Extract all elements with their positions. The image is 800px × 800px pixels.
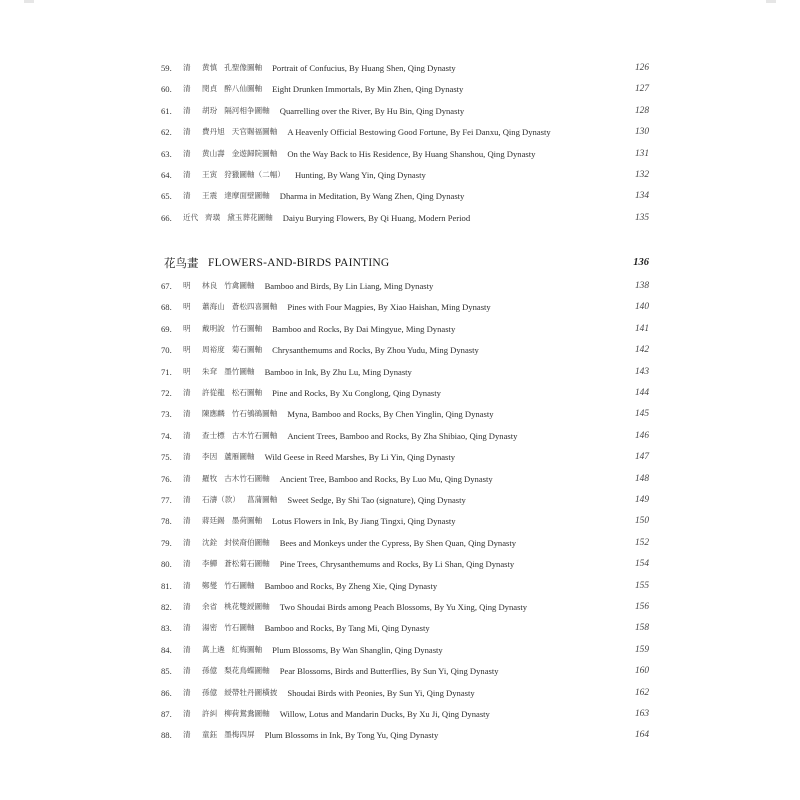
entry-dynasty: 清 bbox=[183, 191, 191, 201]
entry-english-title: Plum Blossoms, By Wan Shanglin, Qing Dynasty bbox=[272, 644, 443, 655]
toc-entry bbox=[0, 319, 800, 339]
entry-english-title: Quarrelling over the River, By Hu Bin, Qing Dynasty bbox=[279, 105, 465, 116]
entry-page-number: 141 bbox=[634, 323, 649, 334]
entry-chinese-title: 柳荷鴛鴦圖軸 bbox=[224, 709, 270, 718]
entry-number: 62. bbox=[161, 127, 172, 138]
entry-artist: 石濤（款） bbox=[202, 495, 240, 504]
entry-english-title: Bamboo and Rocks, By Zheng Xie, Qing Dynasty bbox=[264, 580, 438, 591]
entry-page-number: 159 bbox=[634, 644, 649, 655]
toc-entry bbox=[0, 362, 800, 382]
section-page-number: 136 bbox=[633, 257, 649, 268]
entry-dynasty: 清 bbox=[183, 430, 191, 440]
entry-chinese-title: 竹石圖軸 bbox=[224, 580, 255, 590]
entry-chinese-title: 孔聖像圖軸 bbox=[224, 63, 263, 72]
entry-chinese-title: 金遊歸院圖軸 bbox=[231, 148, 278, 158]
entry-artist: 蕭海山 bbox=[202, 302, 225, 312]
entry-page-number: 156 bbox=[634, 602, 649, 612]
entry-number: 76. bbox=[161, 473, 172, 484]
entry-chinese-title: 封侯裔伯圖軸 bbox=[224, 537, 270, 547]
entry-dynasty: 清 bbox=[183, 127, 191, 137]
entry-page-number: 145 bbox=[634, 409, 649, 420]
entry-number: 80. bbox=[161, 559, 172, 570]
entry-dynasty: 清 bbox=[183, 84, 191, 94]
toc-entry bbox=[0, 144, 800, 164]
entry-chinese-title: 梨花鳥蝶圖軸 bbox=[224, 666, 270, 676]
entry-number: 79. bbox=[161, 537, 172, 548]
entry-page-number: 143 bbox=[634, 366, 649, 377]
entry-artist: 孫億 bbox=[202, 687, 218, 697]
toc-entry bbox=[0, 404, 800, 424]
entry-page-number: 144 bbox=[634, 388, 649, 398]
entry-english-title: Lotus Flowers in Ink, By Jiang Tingxi, Qing Dynasty bbox=[272, 516, 456, 527]
entry-dynasty: 清 bbox=[183, 666, 191, 676]
entry-number: 70. bbox=[161, 345, 172, 356]
toc-entry bbox=[0, 683, 800, 703]
entry-page-number: 142 bbox=[634, 345, 649, 356]
entry-number: 77. bbox=[161, 495, 172, 505]
entry-english-title: Eight Drunken Immortals, By Min Zhen, Qing Dynasty bbox=[272, 84, 464, 95]
entry-dynasty: 清 bbox=[183, 537, 191, 547]
entry-artist: 費丹旭 bbox=[202, 127, 225, 137]
entry-dynasty: 清 bbox=[183, 495, 191, 504]
entry-chinese-title: 古木竹石圖軸 bbox=[231, 430, 278, 440]
entry-chinese-title: 松石圖軸 bbox=[231, 388, 263, 397]
entry-page-number: 134 bbox=[634, 191, 649, 202]
entry-dynasty: 清 bbox=[183, 644, 191, 654]
toc-entry bbox=[0, 122, 800, 142]
entry-page-number: 148 bbox=[634, 473, 649, 484]
entry-dynasty: 明 bbox=[183, 345, 191, 355]
entry-artist: 朱耷 bbox=[202, 366, 218, 376]
entry-dynasty: 清 bbox=[183, 409, 191, 419]
entry-number: 66. bbox=[161, 212, 172, 223]
toc-entry bbox=[0, 340, 800, 360]
entry-artist: 李鱓 bbox=[202, 559, 218, 569]
entry-artist: 周裕度 bbox=[202, 345, 225, 355]
toc-entry bbox=[0, 725, 800, 745]
entry-page-number: 130 bbox=[634, 127, 649, 138]
entry-artist: 林良 bbox=[202, 281, 218, 290]
entry-dynasty: 清 bbox=[183, 687, 191, 697]
toc-entry bbox=[0, 576, 800, 596]
toc-entry bbox=[0, 661, 800, 681]
toc-entry bbox=[0, 447, 800, 467]
entry-number: 81. bbox=[161, 580, 172, 591]
toc-entry bbox=[0, 383, 800, 403]
entry-page-number: 140 bbox=[634, 302, 649, 313]
entry-english-title: Ancient Trees, Bamboo and Rocks, By Zha Shibiao, Qing Dynasty bbox=[287, 430, 518, 441]
entry-dynasty: 清 bbox=[183, 623, 191, 633]
toc-entry bbox=[0, 618, 800, 638]
entry-chinese-title: 菖蒲圖軸 bbox=[246, 495, 278, 504]
toc-entry bbox=[0, 426, 800, 446]
entry-artist: 萬上遴 bbox=[202, 644, 225, 654]
entry-page-number: 154 bbox=[634, 559, 649, 570]
entry-number: 84. bbox=[161, 644, 172, 655]
entry-artist: 閔貞 bbox=[202, 84, 218, 94]
entry-dynasty: 清 bbox=[183, 516, 191, 526]
entry-dynasty: 清 bbox=[183, 452, 191, 462]
entry-artist: 沈銓 bbox=[202, 537, 218, 547]
entry-number: 74. bbox=[161, 430, 172, 441]
entry-number: 71. bbox=[161, 366, 172, 377]
entry-number: 85. bbox=[161, 666, 172, 677]
entry-number: 68. bbox=[161, 302, 172, 313]
entry-english-title: Bees and Monkeys under the Cypress, By Shen Quan, Qing Dynasty bbox=[279, 537, 517, 548]
entry-english-title: Bamboo and Birds, By Lin Liang, Ming Dynasty bbox=[264, 281, 434, 291]
entry-dynasty: 清 bbox=[183, 105, 191, 115]
entry-page-number: 164 bbox=[634, 730, 649, 741]
toc-entry bbox=[0, 208, 800, 228]
entry-artist: 查士標 bbox=[202, 430, 225, 440]
entry-artist: 戴明說 bbox=[202, 323, 225, 333]
entry-dynasty: 清 bbox=[183, 473, 191, 483]
entry-number: 73. bbox=[161, 409, 172, 420]
entry-number: 61. bbox=[161, 105, 172, 116]
entry-dynasty: 清 bbox=[183, 559, 191, 569]
entry-chinese-title: 紅梅圖軸 bbox=[231, 644, 263, 654]
entry-number: 60. bbox=[161, 84, 172, 95]
entry-dynasty: 清 bbox=[183, 730, 191, 740]
toc-entry bbox=[0, 276, 800, 296]
entry-dynasty: 明 bbox=[183, 366, 191, 376]
entry-number: 86. bbox=[161, 687, 172, 698]
entry-number: 82. bbox=[161, 602, 172, 612]
entry-number: 83. bbox=[161, 623, 172, 634]
entry-dynasty: 清 bbox=[183, 63, 191, 72]
entry-artist: 齊璜 bbox=[205, 212, 221, 222]
section-title-chinese: 花鸟畫 bbox=[164, 256, 199, 270]
entry-page-number: 135 bbox=[634, 212, 649, 223]
entry-artist: 余省 bbox=[202, 602, 218, 611]
entry-number: 67. bbox=[161, 281, 172, 291]
entry-dynasty: 清 bbox=[183, 602, 191, 611]
entry-english-title: Myna, Bamboo and Rocks, By Chen Yinglin, Qing Dynasty bbox=[287, 409, 494, 420]
entry-dynasty: 清 bbox=[183, 580, 191, 590]
section-title-english: FLOWERS-AND-BIRDS PAINTING bbox=[208, 257, 390, 269]
entry-number: 59. bbox=[161, 63, 172, 73]
entry-page-number: 132 bbox=[634, 170, 649, 180]
entry-english-title: Pine Trees, Chrysanthemums and Rocks, By Li Shan, Qing Dynasty bbox=[279, 559, 515, 570]
entry-english-title: A Heavenly Official Bestowing Good Fortune, By Fei Danxu, Qing Dynasty bbox=[287, 127, 551, 138]
entry-chinese-title: 竹禽圖軸 bbox=[224, 281, 255, 290]
entry-chinese-title: 竹石鴝鵒圖軸 bbox=[231, 409, 278, 419]
entry-dynasty: 明 bbox=[183, 281, 191, 290]
entry-chinese-title: 菊石圖軸 bbox=[231, 345, 263, 355]
entry-english-title: Hunting, By Wang Yin, Qing Dynasty bbox=[294, 170, 426, 180]
corner-mark-left bbox=[24, 0, 34, 3]
entry-artist: 童鈺 bbox=[202, 730, 218, 740]
entry-artist: 許從龍 bbox=[202, 388, 225, 397]
entry-artist: 湯密 bbox=[202, 623, 218, 633]
entry-number: 72. bbox=[161, 388, 172, 398]
entry-page-number: 127 bbox=[634, 84, 649, 95]
toc-entry bbox=[0, 297, 800, 317]
entry-chinese-title: 蒼松菊石圖軸 bbox=[224, 559, 270, 569]
entry-chinese-title: 蒼松四喜圖軸 bbox=[231, 302, 278, 312]
entry-artist: 許糾 bbox=[202, 709, 218, 718]
entry-chinese-title: 竹石圖軸 bbox=[224, 623, 255, 633]
entry-english-title: Chrysanthemums and Rocks, By Zhou Yudu, Ming Dynasty bbox=[272, 345, 479, 356]
toc-entry bbox=[0, 469, 800, 489]
entry-number: 64. bbox=[161, 170, 172, 180]
toc-entry bbox=[0, 101, 800, 121]
entry-english-title: Pine and Rocks, By Xu Conglong, Qing Dynasty bbox=[272, 388, 441, 398]
entry-page-number: 162 bbox=[634, 687, 649, 698]
entry-english-title: Pines with Four Magpies, By Xiao Haishan, Ming Dynasty bbox=[287, 302, 491, 313]
entry-english-title: Portrait of Confucius, By Huang Shen, Qing Dynasty bbox=[272, 63, 456, 73]
entry-number: 65. bbox=[161, 191, 172, 202]
toc-entry bbox=[0, 79, 800, 99]
entry-artist: 羅牧 bbox=[202, 473, 218, 483]
entry-chinese-title: 狩獵圖軸（二幅） bbox=[224, 170, 285, 179]
toc-entry bbox=[0, 186, 800, 206]
entry-chinese-title: 墨竹圖軸 bbox=[224, 366, 255, 376]
toc-entry bbox=[0, 554, 800, 574]
entry-dynasty: 清 bbox=[183, 148, 191, 158]
entry-chinese-title: 墨梅四屏 bbox=[224, 730, 255, 740]
entry-dynasty: 明 bbox=[183, 323, 191, 333]
entry-artist: 蔣廷錫 bbox=[202, 516, 225, 526]
toc-entry bbox=[0, 640, 800, 660]
entry-english-title: Dharma in Meditation, By Wang Zhen, Qing Dynasty bbox=[279, 191, 465, 202]
entry-dynasty: 清 bbox=[183, 709, 191, 718]
entry-number: 78. bbox=[161, 516, 172, 527]
toc-entry bbox=[0, 511, 800, 531]
entry-dynasty: 清 bbox=[183, 170, 191, 179]
toc-entry bbox=[0, 597, 800, 617]
entry-artist: 孫億 bbox=[202, 666, 218, 676]
entry-artist: 黄慎 bbox=[202, 63, 218, 72]
entry-english-title: Plum Blossoms in Ink, By Tong Yu, Qing Dynasty bbox=[264, 730, 439, 741]
toc-entry bbox=[0, 490, 800, 510]
entry-dynasty: 明 bbox=[183, 302, 191, 312]
entry-number: 88. bbox=[161, 730, 172, 741]
entry-number: 87. bbox=[161, 709, 172, 719]
entry-page-number: 138 bbox=[634, 281, 649, 291]
entry-english-title: Shoudai Birds with Peonies, By Sun Yi, Qing Dynasty bbox=[287, 687, 475, 698]
entry-page-number: 150 bbox=[634, 516, 649, 527]
entry-artist: 胡玢 bbox=[202, 105, 218, 115]
entry-number: 63. bbox=[161, 148, 172, 159]
entry-artist: 王震 bbox=[202, 191, 218, 201]
entry-chinese-title: 天官賜福圖軸 bbox=[231, 127, 278, 137]
entry-page-number: 128 bbox=[634, 105, 649, 116]
entry-english-title: Sweet Sedge, By Shi Tao (signature), Qing Dynasty bbox=[287, 495, 466, 505]
entry-page-number: 126 bbox=[634, 63, 649, 73]
entry-chinese-title: 達摩面壁圖軸 bbox=[224, 191, 270, 201]
corner-mark-right bbox=[766, 0, 776, 3]
entry-chinese-title: 黛玉葬花圖軸 bbox=[227, 212, 273, 222]
entry-number: 69. bbox=[161, 323, 172, 334]
entry-english-title: Bamboo and Rocks, By Dai Mingyue, Ming Dynasty bbox=[272, 323, 456, 334]
entry-number: 75. bbox=[161, 452, 172, 463]
entry-chinese-title: 桃花雙綬圖軸 bbox=[224, 602, 270, 611]
entry-english-title: Bamboo and Rocks, By Tang Mi, Qing Dynasty bbox=[264, 623, 430, 634]
entry-page-number: 160 bbox=[634, 666, 649, 677]
toc-entry bbox=[0, 58, 800, 78]
entry-english-title: Daiyu Burying Flowers, By Qi Huang, Modern Period bbox=[282, 212, 471, 223]
entry-page-number: 147 bbox=[634, 452, 649, 463]
entry-english-title: Pear Blossoms, Birds and Butterflies, By Sun Yi, Qing Dynasty bbox=[279, 666, 499, 677]
entry-artist: 鄭燮 bbox=[202, 580, 218, 590]
entry-chinese-title: 隔河相争圖軸 bbox=[224, 105, 270, 115]
entry-page-number: 146 bbox=[634, 430, 649, 441]
entry-artist: 王寅 bbox=[202, 170, 218, 179]
entry-english-title: Wild Geese in Reed Marshes, By Li Yin, Qing Dynasty bbox=[264, 452, 456, 463]
entry-english-title: On the Way Back to His Residence, By Huang Shanshou, Qing Dynasty bbox=[287, 148, 536, 159]
entry-artist: 李因 bbox=[202, 452, 218, 462]
entry-dynasty: 清 bbox=[183, 388, 191, 397]
entry-chinese-title: 醉八仙圖軸 bbox=[224, 84, 263, 94]
toc-entry bbox=[0, 165, 800, 185]
entry-chinese-title: 綬帶牡丹圖橫披 bbox=[224, 687, 278, 697]
entry-english-title: Willow, Lotus and Mandarin Ducks, By Xu Ji, Qing Dynasty bbox=[279, 709, 490, 719]
entry-page-number: 152 bbox=[634, 537, 649, 548]
entry-artist: 黄山壽 bbox=[202, 148, 225, 158]
entry-english-title: Two Shoudai Birds among Peach Blossoms, By Yu Xing, Qing Dynasty bbox=[279, 602, 528, 612]
entry-english-title: Ancient Tree, Bamboo and Rocks, By Luo Mu, Qing Dynasty bbox=[279, 473, 493, 484]
entry-chinese-title: 蘆雁圖軸 bbox=[224, 452, 255, 462]
entry-chinese-title: 墨荷圖軸 bbox=[231, 516, 263, 526]
section-heading bbox=[0, 252, 800, 274]
entry-page-number: 155 bbox=[634, 580, 649, 591]
entry-artist: 陳應麟 bbox=[202, 409, 225, 419]
entry-page-number: 158 bbox=[634, 623, 649, 634]
entry-english-title: Bamboo in Ink, By Zhu Lu, Ming Dynasty bbox=[264, 366, 412, 377]
entry-page-number: 131 bbox=[634, 148, 649, 159]
entry-page-number: 149 bbox=[634, 495, 649, 505]
entry-chinese-title: 古木竹石圖軸 bbox=[224, 473, 270, 483]
toc-entry bbox=[0, 704, 800, 724]
toc-entry bbox=[0, 533, 800, 553]
entry-page-number: 163 bbox=[634, 709, 649, 719]
entry-dynasty: 近代 bbox=[183, 212, 199, 222]
entry-chinese-title: 竹石圖軸 bbox=[231, 323, 263, 333]
